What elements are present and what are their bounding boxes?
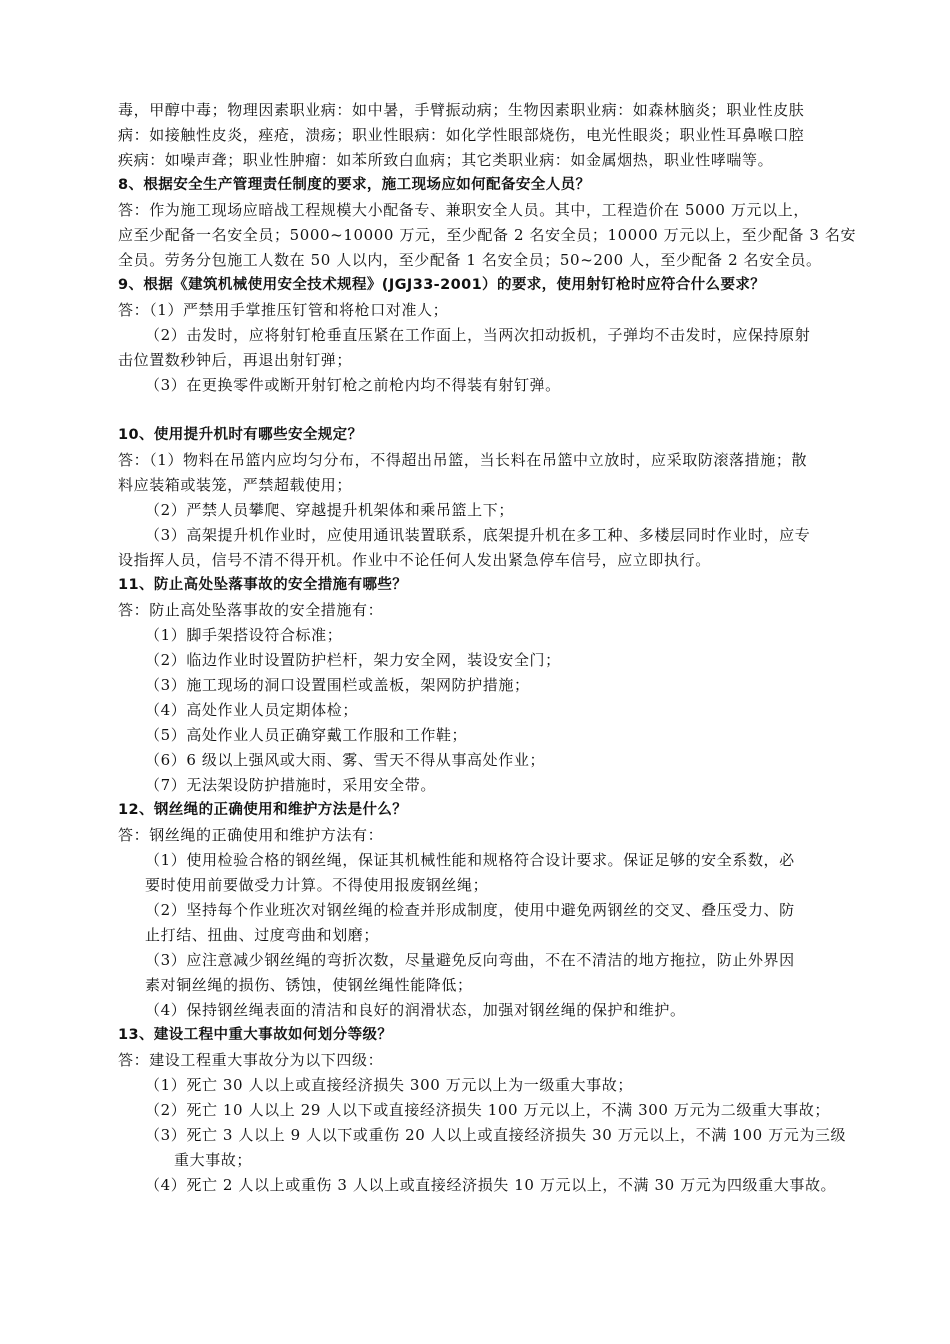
list-item: （3）施工现场的洞口设置围栏或盖板，架网防护措施； [145,676,530,694]
list-item: （6）6 级以上强风或大雨、雾、雪天不得从事高处作业； [145,751,546,769]
answer-line: （1）使用检验合格的钢丝绳，保证其机械性能和规格符合设计要求。保证足够的安全系数，必 [145,851,795,869]
blank-line [118,398,858,423]
intro-line: 病：如接触性皮炎，痤疮，溃疡；职业性眼病：如化学性眼部烧伤，电光性眼炎；职业性耳鼻喉口腔 [118,126,805,144]
question-9-title: 9、根据《建筑机械使用安全技术规程》(JGJ33-2001）的要求，使用射钉枪时应符合什么要求？ [118,277,766,293]
answer-intro: 答：钢丝绳的正确使用和维护方法有： [118,826,384,844]
answer-line: （3）高架提升机作业时，应使用通讯装置联系，底架提升机在多工种、多楼层同时作业时，应专 [145,526,811,544]
answer-line: 答：（1）严禁用手掌推压钉管和将枪口对准人； [118,301,449,319]
answer-intro: 答：建设工程重大事故分为以下四级： [118,1051,384,1069]
document-content [118,98,858,1198]
answer-intro: 答：防止高处坠落事故的安全措施有： [118,601,384,619]
question-11-title: 11、防止高处坠落事故的安全措施有哪些？ [118,577,408,593]
list-item: （1）脚手架搭设符合标准； [145,626,343,644]
answer-line: （2）坚持每个作业班次对钢丝绳的检查并形成制度，使用中避免两钢丝的交叉、叠压受力、防 [145,901,795,919]
question-12-title: 12、钢丝绳的正确使用和维护方法是什么？ [118,802,408,818]
answer-line: 应至少配备一名安全员；5000~10000 万元，至少配备 2 名安全员；10000 万元以上，至少配备 3 名安 [118,226,857,244]
question-13-title: 13、建设工程中重大事故如何划分等级？ [118,1027,393,1043]
list-item: （3）死亡 3 人以上 9 人以下或重伤 20 人以上或直接经济损失 30 万元以上，不满 100 万元为三级 [145,1126,847,1144]
answer-line: 设指挥人员，信号不清不得开机。作业中不论任何人发出紧急停车信号，应立即执行。 [118,551,711,569]
question-10-title: 10、使用提升机时有哪些安全规定？ [118,427,363,443]
answer-line: （2）严禁人员攀爬、穿越提升机架体和乘吊篮上下； [145,501,514,519]
list-item: （2）死亡 10 人以上 29 人以下或直接经济损失 100 万元以上，不满 300 万元为二级重大事故； [145,1101,830,1119]
answer-line: 答：（1）物料在吊篮内应均匀分布，不得超出吊篮，当长料在吊篮中立放时，应采取防滚落措施；散 [118,451,808,469]
list-item: （4）高处作业人员定期体检； [145,701,358,719]
answer-line: （4）保持钢丝绳表面的清洁和良好的润滑状态，加强对钢丝绳的保护和维护。 [145,1001,686,1019]
answer-line: 全员。劳务分包施工人数在 50 人以内，至少配备 1 名安全员；50~200 人，至少配备 2 名安全员。 [118,251,822,269]
answer-line: （3）在更换零件或断开射钉枪之前枪内均不得装有射钉弹。 [145,376,561,394]
question-8-title: 8、根据安全生产管理责任制度的要求，施工现场应如何配备安全人员？ [118,177,591,193]
answer-line: （2）击发时，应将射钉枪垂直压紧在工作面上，当两次扣动扳机，子弹均不击发时，应保持原射 [145,326,811,344]
list-item: （2）临边作业时设置防护栏杆，架力安全网，装设安全门； [145,651,561,669]
intro-line: 疾病：如噪声聋；职业性肿瘤：如苯所致白血病；其它类职业病：如金属烟热，职业性哮喘等。 [118,151,774,169]
answer-line: 料应装箱或装笼，严禁超载使用； [118,476,353,494]
answer-line: 素对铜丝绳的损伤、锈蚀，使钢丝绳性能降低； [145,976,473,994]
list-item: 重大事故； [174,1151,253,1169]
intro-line: 毒，甲醇中毒；物理因素职业病：如中暑，手臂振动病；生物因素职业病：如森林脑炎；职业性皮肤 [118,101,805,119]
list-item: （1）死亡 30 人以上或直接经济损失 300 万元以上为一级重大事故； [145,1076,633,1094]
answer-line: 止打结、扭曲、过度弯曲和划磨； [145,926,380,944]
list-item: （4）死亡 2 人以上或重伤 3 人以上或直接经济损失 10 万元以上，不满 30 万元为四级重大事故。 [145,1176,837,1194]
answer-line: 击位置数秒钟后，再退出射钉弹； [118,351,353,369]
answer-line: （3）应注意减少钢丝绳的弯折次数，尽量避免反向弯曲，不在不清洁的地方拖拉，防止外界因 [145,951,795,969]
answer-line: 答：作为施工现场应暗战工程规模大小配备专、兼职安全人员。其中，工程造价在 5000 万元以上， [118,201,809,219]
list-item: （5）高处作业人员正确穿戴工作服和工作鞋； [145,726,468,744]
answer-line: 要时使用前要做受力计算。不得使用报废钢丝绳； [145,876,489,894]
list-item: （7）无法架设防护措施时，采用安全带。 [145,776,436,794]
